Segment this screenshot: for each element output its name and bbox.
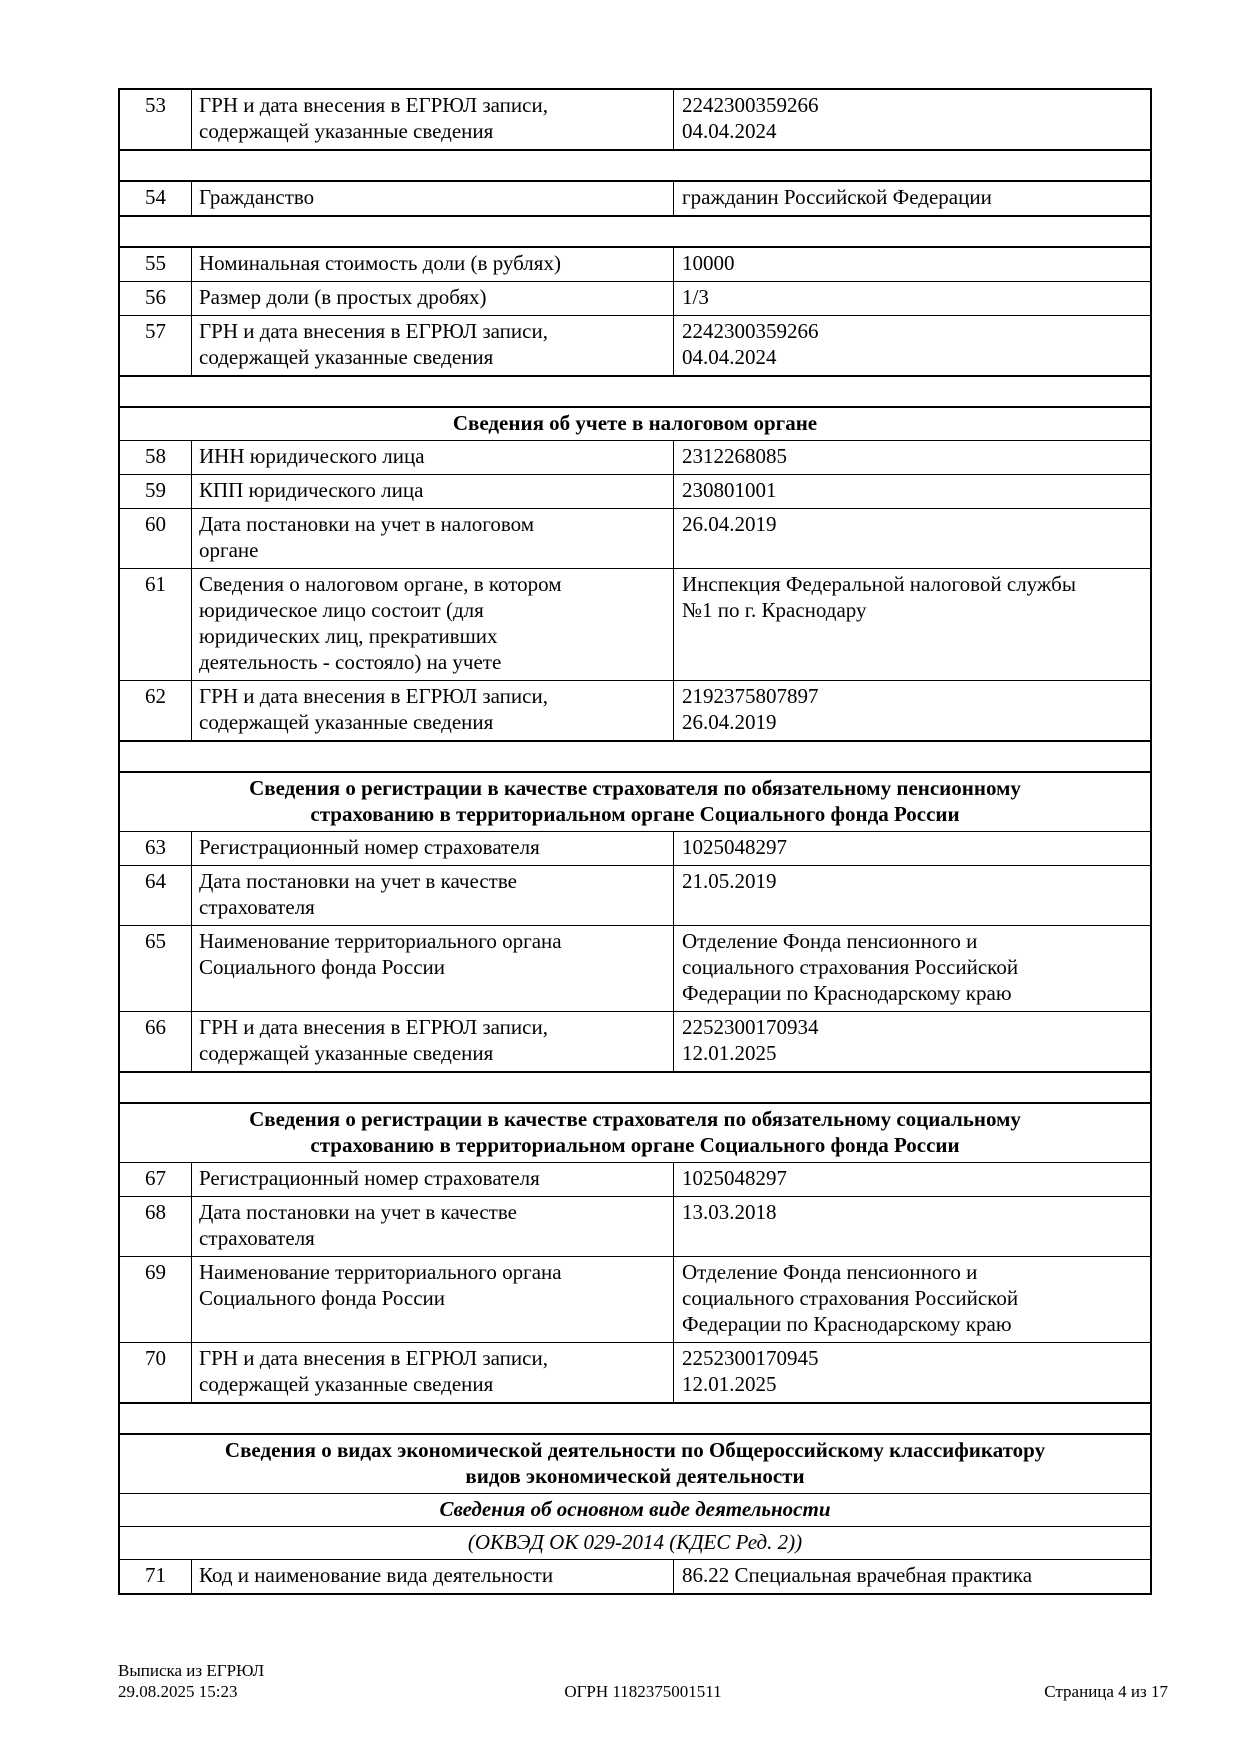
section-header-row bbox=[120, 1433, 1150, 1493]
spacer-row bbox=[120, 1071, 1150, 1102]
spacer-row bbox=[120, 1402, 1150, 1433]
row-value-line: 21.05.2019 bbox=[682, 869, 777, 893]
row-label-line: Социального фонда России bbox=[199, 1286, 446, 1310]
section-header-text: страхованию в территориальном органе Социального фонда России bbox=[310, 1133, 960, 1157]
row-value-line: 2242300359266 bbox=[682, 93, 819, 117]
row-value-line: 12.01.2025 bbox=[682, 1372, 777, 1396]
row-value-cell bbox=[674, 569, 1150, 680]
row-value-line: 12.01.2025 bbox=[682, 1041, 777, 1065]
row-value-line: Инспекция Федеральной налоговой службы bbox=[682, 572, 1076, 596]
row-value-cell bbox=[674, 926, 1150, 1011]
row-number-cell: 62 bbox=[120, 681, 192, 740]
footer-page-indicator: Страница 4 из 17 bbox=[1044, 1682, 1168, 1701]
spacer-row bbox=[120, 215, 1150, 246]
row-number-cell: 67 bbox=[120, 1163, 192, 1196]
footer-doc-type: Выписка из ЕГРЮЛ bbox=[118, 1661, 265, 1680]
row-number-cell: 59 bbox=[120, 475, 192, 508]
row-value-line: 04.04.2024 bbox=[682, 119, 777, 143]
row-label-cell bbox=[192, 282, 674, 315]
row-label-line: Дата постановки на учет в качестве bbox=[199, 869, 517, 893]
row-label-line: содержащей указанные сведения bbox=[199, 1372, 494, 1396]
row-number-cell: 64 bbox=[120, 866, 192, 925]
row-value-cell bbox=[674, 1257, 1150, 1342]
section-header-text: Сведения о регистрации в качестве страхователя по обязательному социальному bbox=[249, 1107, 1021, 1131]
row-label-line: страхователя bbox=[199, 895, 315, 919]
row-label-line: Социального фонда России bbox=[199, 955, 446, 979]
row-value-cell bbox=[674, 316, 1150, 375]
row-value-cell bbox=[674, 681, 1150, 740]
row-number-cell: 70 bbox=[120, 1343, 192, 1402]
row-label-cell bbox=[192, 248, 674, 281]
row-value-cell bbox=[674, 441, 1150, 474]
row-number-cell: 66 bbox=[120, 1012, 192, 1071]
table-row bbox=[120, 1162, 1150, 1196]
section-header-text: видов экономической деятельности bbox=[465, 1464, 805, 1488]
row-number-cell: 53 bbox=[120, 90, 192, 149]
row-number-cell: 61 bbox=[120, 569, 192, 680]
row-label-line: деятельность - состояло) на учете bbox=[199, 650, 502, 674]
row-label-cell bbox=[192, 1163, 674, 1196]
row-value-line: 1/3 bbox=[682, 285, 709, 309]
registry-table bbox=[118, 88, 1152, 1595]
row-value-cell bbox=[674, 1343, 1150, 1402]
row-number-cell: 63 bbox=[120, 832, 192, 865]
section-header-row bbox=[120, 1493, 1150, 1526]
table-row bbox=[120, 474, 1150, 508]
row-value-line: 1025048297 bbox=[682, 835, 787, 859]
row-value-cell bbox=[674, 1012, 1150, 1071]
row-label-line: содержащей указанные сведения bbox=[199, 710, 494, 734]
row-label-line: ГРН и дата внесения в ЕГРЮЛ записи, bbox=[199, 1015, 548, 1039]
table-row bbox=[120, 1011, 1150, 1071]
row-value-line: 26.04.2019 bbox=[682, 512, 777, 536]
row-label-cell bbox=[192, 1012, 674, 1071]
row-value-line: 26.04.2019 bbox=[682, 710, 777, 734]
row-number-cell: 55 bbox=[120, 248, 192, 281]
section-header-row bbox=[120, 771, 1150, 831]
row-number-cell: 56 bbox=[120, 282, 192, 315]
row-number-cell: 54 bbox=[120, 182, 192, 215]
row-label-cell bbox=[192, 441, 674, 474]
row-value-line: №1 по г. Краснодару bbox=[682, 598, 867, 622]
row-label-cell bbox=[192, 90, 674, 149]
row-label-line: содержащей указанные сведения bbox=[199, 345, 494, 369]
row-value-cell bbox=[674, 475, 1150, 508]
row-value-cell bbox=[674, 1560, 1150, 1593]
row-value-cell bbox=[674, 832, 1150, 865]
table-row bbox=[120, 440, 1150, 474]
row-value-line: 2252300170934 bbox=[682, 1015, 819, 1039]
table-row bbox=[120, 90, 1150, 149]
table-row bbox=[120, 1559, 1150, 1593]
row-label-cell bbox=[192, 1257, 674, 1342]
row-label-cell bbox=[192, 926, 674, 1011]
row-label-line: Наименование территориального органа bbox=[199, 929, 562, 953]
row-label-cell bbox=[192, 1343, 674, 1402]
row-value-line: социального страхования Российской bbox=[682, 1286, 1019, 1310]
row-label-cell bbox=[192, 316, 674, 375]
table-row bbox=[120, 1342, 1150, 1402]
section-header-row bbox=[120, 1526, 1150, 1559]
table-row bbox=[120, 680, 1150, 740]
row-value-cell bbox=[674, 282, 1150, 315]
section-header-text: Сведения об учете в налоговом органе bbox=[452, 411, 818, 435]
section-header-row bbox=[120, 406, 1150, 440]
row-label-line: Регистрационный номер страхователя bbox=[199, 835, 540, 859]
row-label-cell bbox=[192, 681, 674, 740]
section-header-text: Сведения об основном виде деятельности bbox=[439, 1497, 831, 1521]
row-label-cell bbox=[192, 569, 674, 680]
row-value-cell bbox=[674, 182, 1150, 215]
row-value-cell bbox=[674, 1197, 1150, 1256]
row-value-line: 10000 bbox=[682, 251, 735, 275]
row-label-line: ГРН и дата внесения в ЕГРЮЛ записи, bbox=[199, 93, 548, 117]
row-value-cell bbox=[674, 1163, 1150, 1196]
section-header-text: Сведения о видах экономической деятельности по Общероссийскому классификатору bbox=[224, 1438, 1046, 1462]
row-value-cell bbox=[674, 90, 1150, 149]
row-number-cell: 71 bbox=[120, 1560, 192, 1593]
table-row bbox=[120, 568, 1150, 680]
row-value-line: Федерации по Краснодарскому краю bbox=[682, 981, 1012, 1005]
row-label-line: страхователя bbox=[199, 1226, 315, 1250]
row-value-line: гражданин Российской Федерации bbox=[682, 185, 992, 209]
row-label-line: ГРН и дата внесения в ЕГРЮЛ записи, bbox=[199, 684, 548, 708]
row-label-line: Наименование территориального органа bbox=[199, 1260, 562, 1284]
row-value-line: Отделение Фонда пенсионного и bbox=[682, 1260, 978, 1284]
row-label-line: юридических лиц, прекративших bbox=[199, 624, 498, 648]
section-header-text: Сведения о регистрации в качестве страхователя по обязательному пенсионному bbox=[249, 776, 1021, 800]
row-value-cell bbox=[674, 509, 1150, 568]
row-label-cell bbox=[192, 866, 674, 925]
section-header-text: страхованию в территориальном органе Социального фонда России bbox=[310, 802, 960, 826]
spacer-row bbox=[120, 740, 1150, 771]
row-value-line: Федерации по Краснодарскому краю bbox=[682, 1312, 1012, 1336]
row-value-line: социального страхования Российской bbox=[682, 955, 1019, 979]
row-label-line: ГРН и дата внесения в ЕГРЮЛ записи, bbox=[199, 1346, 548, 1370]
table-row bbox=[120, 831, 1150, 865]
row-number-cell: 65 bbox=[120, 926, 192, 1011]
row-number-cell: 68 bbox=[120, 1197, 192, 1256]
spacer-row bbox=[120, 375, 1150, 406]
row-label-line: Гражданство bbox=[199, 185, 315, 209]
table-row bbox=[120, 315, 1150, 375]
row-value-line: 230801001 bbox=[682, 478, 777, 502]
row-label-line: юридическое лицо состоит (для bbox=[199, 598, 484, 622]
table-row bbox=[120, 925, 1150, 1011]
footer-datetime: 29.08.2025 15:23 bbox=[118, 1682, 238, 1701]
footer bbox=[118, 1660, 1168, 1702]
row-label-line: содержащей указанные сведения bbox=[199, 119, 494, 143]
row-number-cell: 60 bbox=[120, 509, 192, 568]
row-value-cell bbox=[674, 248, 1150, 281]
row-number-cell: 57 bbox=[120, 316, 192, 375]
row-number-cell: 69 bbox=[120, 1257, 192, 1342]
row-label-cell bbox=[192, 182, 674, 215]
row-value-line: 2312268085 bbox=[682, 444, 787, 468]
row-number-cell: 58 bbox=[120, 441, 192, 474]
row-value-line: 04.04.2024 bbox=[682, 345, 777, 369]
row-value-line: 2192375807897 bbox=[682, 684, 819, 708]
table-row bbox=[120, 865, 1150, 925]
row-label-line: органе bbox=[199, 538, 259, 562]
row-label-cell bbox=[192, 509, 674, 568]
row-value-line: 13.03.2018 bbox=[682, 1200, 777, 1224]
row-label-line: КПП юридического лица bbox=[199, 478, 424, 502]
row-value-line: Отделение Фонда пенсионного и bbox=[682, 929, 978, 953]
section-header-text: (ОКВЭД ОК 029-2014 (КДЕС Ред. 2)) bbox=[467, 1530, 803, 1554]
row-label-line: Размер доли (в простых дробях) bbox=[199, 285, 487, 309]
row-label-cell bbox=[192, 475, 674, 508]
row-label-line: Дата постановки на учет в налоговом bbox=[199, 512, 535, 536]
table-row bbox=[120, 246, 1150, 281]
spacer-row bbox=[120, 149, 1150, 180]
row-label-line: Дата постановки на учет в качестве bbox=[199, 1200, 517, 1224]
row-value-line: 86.22 Специальная врачебная практика bbox=[682, 1563, 1033, 1587]
row-label-line: Код и наименование вида деятельности bbox=[199, 1563, 554, 1587]
footer-ogrn: ОГРН 1182375001511 bbox=[564, 1682, 722, 1701]
row-value-line: 1025048297 bbox=[682, 1166, 787, 1190]
row-label-line: Регистрационный номер страхователя bbox=[199, 1166, 540, 1190]
table-row bbox=[120, 1196, 1150, 1256]
row-label-line: ИНН юридического лица bbox=[199, 444, 425, 468]
row-label-cell bbox=[192, 1560, 674, 1593]
row-label-line: Номинальная стоимость доли (в рублях) bbox=[199, 251, 561, 275]
row-label-line: Сведения о налоговом органе, в котором bbox=[199, 572, 562, 596]
row-label-cell bbox=[192, 1197, 674, 1256]
table-row bbox=[120, 508, 1150, 568]
row-label-cell bbox=[192, 832, 674, 865]
row-label-line: ГРН и дата внесения в ЕГРЮЛ записи, bbox=[199, 319, 548, 343]
row-label-line: содержащей указанные сведения bbox=[199, 1041, 494, 1065]
table-row bbox=[120, 1256, 1150, 1342]
row-value-cell bbox=[674, 866, 1150, 925]
table-row bbox=[120, 281, 1150, 315]
table-row bbox=[120, 180, 1150, 215]
row-value-line: 2242300359266 bbox=[682, 319, 819, 343]
section-header-row bbox=[120, 1102, 1150, 1162]
row-value-line: 2252300170945 bbox=[682, 1346, 819, 1370]
